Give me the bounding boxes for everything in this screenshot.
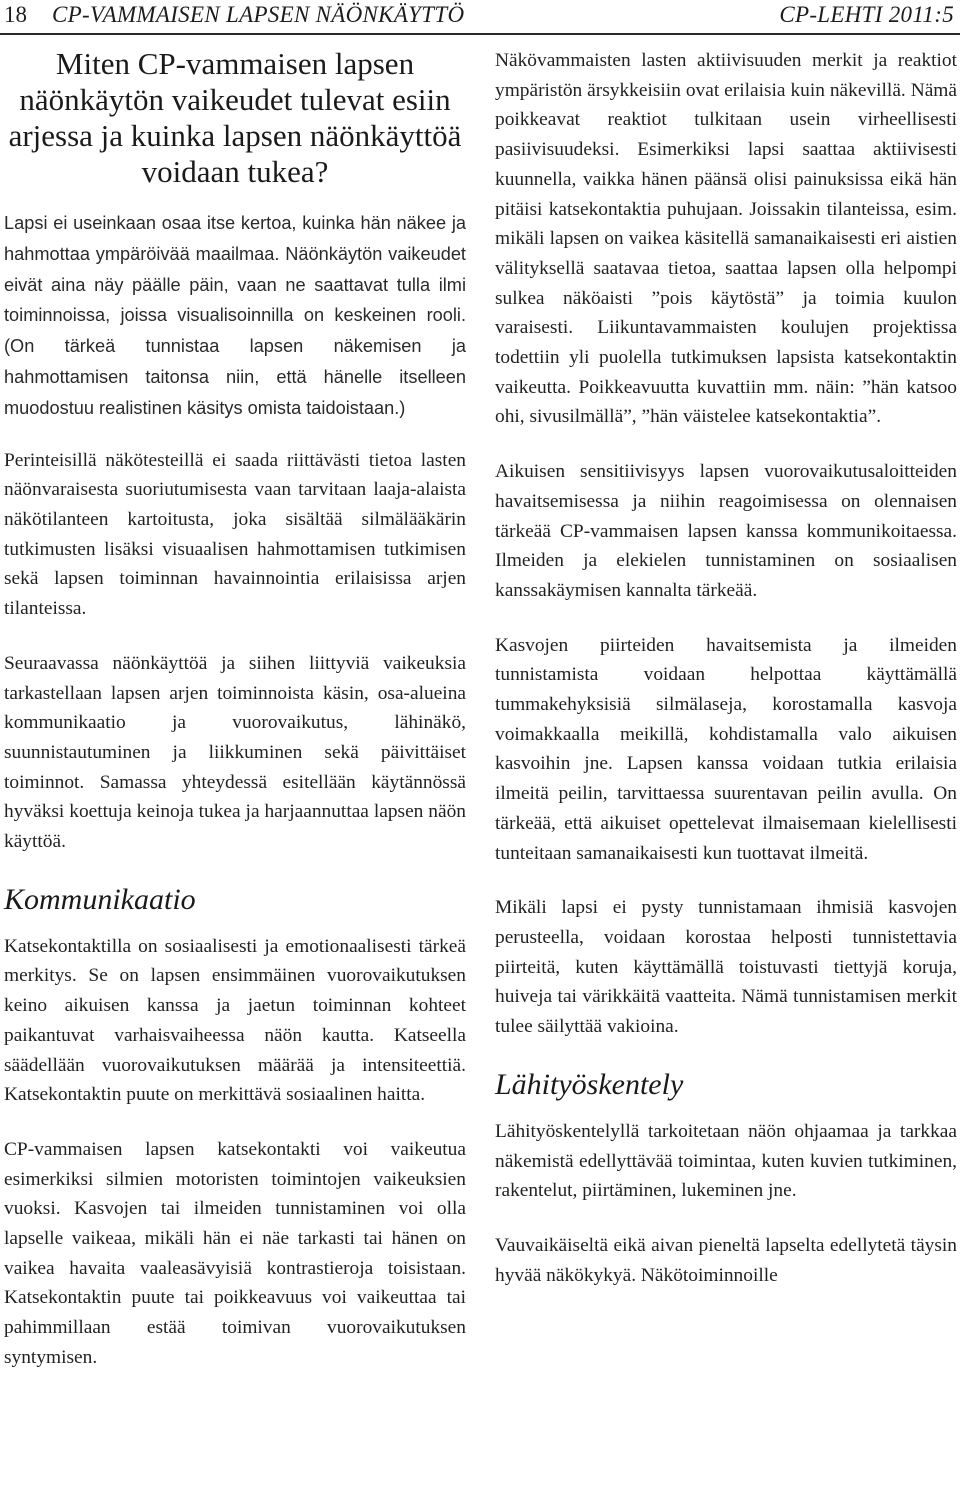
page-header (0, 0, 960, 34)
header-rule (0, 33, 960, 35)
paragraph: Katsekontaktilla on sosiaalisesti ja emotionaalisesti tärkeä merkitys. Se on lapsen ensimmäinen vuorovaikutuksen keino aikuisen kanssa ja jaetun toiminnan kohteet paikantuvat varhaisvaiheessa näön kautta. Katseella säädellään vuorovaikutuksen määrää ja intensiteettiä. Katsekontaktin puute on merkittävä sosiaalinen haitta. (4, 935, 466, 1106)
section-title: CP-VAMMAISEN LAPSEN NÄÖNKÄYTTÖ (52, 2, 465, 27)
article-headline: Miten CP-vammaisen lapsen näönkäytön vaikeudet tulevat esiin arjessa ja kuinka lapsen näönkäyttöä voidaan tukea? (8, 46, 462, 189)
paragraph: Seuraavassa näönkäyttöä ja siihen liittyviä vaikeuksia tarkastellaan lapsen arjen toiminnoista käsin, osa-alueina kommunikaatio ja vuorovaikutus, lähinäkö, suunnistautuminen ja liikkuminen sekä päivittäiset toiminnot. Samassa yhteydessä esitellään käytännössä hyväksi koettuja keinoja tukea ja harjaannuttaa lapsen näön käyttöä. (4, 652, 466, 853)
paragraph: Vauvaikäiseltä eikä aivan pieneltä lapselta edellytetä täysin hyvää näkökykyä. Näkötoiminnoille (495, 1234, 957, 1286)
paragraph: Lähityöskentelyllä tarkoitetaan näön ohjaamaa ja tarkkaa näkemistä edellyttävää toimintaa, kuten kuvien tutkiminen, rakentelut, piirtäminen, lukeminen jne. (495, 1120, 957, 1202)
page-number: 18 (4, 2, 27, 27)
paragraph: Aikuisen sensitiivisyys lapsen vuorovaikutusaloitteiden havaitsemisessa ja niihin reagoimisessa on olennaisen tärkeää CP-vammaisen lapsen kanssa kommunikoitaessa. Ilmeiden ja elekielen tunnistaminen on sosiaalisen kanssakäymisen kannalta tärkeää. (495, 461, 957, 601)
paragraph: Mikäli lapsi ei pysty tunnistamaan ihmisiä kasvojen perusteella, voidaan korostaa helposti tunnistettavia piirteitä, kuten käyttämällä toistuvasti tiettyjä koruja, huiveja tai värikkäitä vaatteita. Nämä tunnistamisen merkit tulee säilyttää vakioina. (495, 897, 957, 1038)
subheading-lahityoskentely: Lähityöskentely (495, 1067, 684, 1101)
article-intro: Lapsi ei useinkaan osaa itse kertoa, kuinka hän näkee ja hahmottaa ympäröivää maailmaa. Näönkäytön vaikeudet eivät aina näy päälle päin, vaan ne saattavat tulla ilmi toiminnoissa, joissa visualisoinnilla on keskeinen rooli. (On tärkeä tunnistaa lapsen näkemisen ja hahmottamisen taitonsa niin, että hänelle itselleen muodostuu realistinen käsitys omista taidoistaan.) (4, 213, 466, 418)
right-column (495, 46, 957, 1315)
paragraph: Näkövammaisten lasten aktiivisuuden merkit ja reaktiot ympäristön ärsykkeisiin ovat erilaisia kuin näkevillä. Nämä poikkeavat reaktiot tulkitaan usein virheellisesti pasiivisuudeksi. Esimerkiksi lapsi saattaa aktiivisesti kuunnella, vaikka hänen päänsä olisi painuksissa eikä hän pitäisi katsekontaktia puhujaan. Joissakin tilanteissa, esim. mikäli lapsen on vaikea käsitellä samanaikaisesti eri aistien välityksellä saatavaa tietoa, saattaa lapsen olla helpompi sulkea näköaisti ”pois käytöstä” ja toimia kuulon varaisesti. Liikuntavammaisten koulujen projektissa todettiin yli puolella tutkimuksen lapsista katsekontaktin vaikeutta. Poikkeavuutta kuvattiin mm. näin: ”hän katsoo ohi, sivusilmällä”, ”hän väistelee katsekontaktia”. (495, 50, 957, 428)
paragraph: CP-vammaisen lapsen katsekontakti voi vaikeutua esimerkiksi silmien motoristen toimintojen vaikeuksien vuoksi. Kasvojen tai ilmeiden tunnistaminen voi olla lapselle vaikeaa, mikäli hän ei näe tarkasti tai hänen on vaikea havaita vaaleasävyisiä kontrastieroja toisistaan. Katsekontaktin puute tai poikkeavuus voi vaikeuttaa tai pahimmillaan estää toimivan vuorovaikutuksen syntymisen. (4, 1138, 466, 1368)
paragraph: Perinteisillä näkötesteillä ei saada riittävästi tietoa lasten näönvaraisesta suoriutumisesta vaan tarvitaan laaja-alaista näkötilanteen kartoitusta, joka sisältää silmälääkärin tutkimusten lisäksi visuaalisen hahmottamisen tutkimisen sekä lapsen toiminnan havainnointia erilaisissa arjen tilanteissa. (4, 449, 466, 620)
issue-label: CP-LEHTI 2011:5 (779, 2, 954, 27)
subheading-kommunikaatio: Kommunikaatio (4, 882, 196, 916)
paragraph: Kasvojen piirteiden havaitsemista ja ilmeiden tunnistamista voidaan helpottaa käyttämällä tummakehyksisiä silmälaseja, korostamalla kasvoja voimakkaalla meikillä, kohdistamalla valo aikuisen kasvoihin jne. Lapsen kanssa voidaan tutkia erilaisia ilmeitä peilin, tarvittaessa suurentavan peilin avulla. On tärkeää, että aikuiset opettelevat ilmaisemaan kielellisesti tunteitaan samanaikaisesti kun tuottavat ilmeitä. (495, 634, 957, 864)
left-column (4, 46, 466, 1398)
